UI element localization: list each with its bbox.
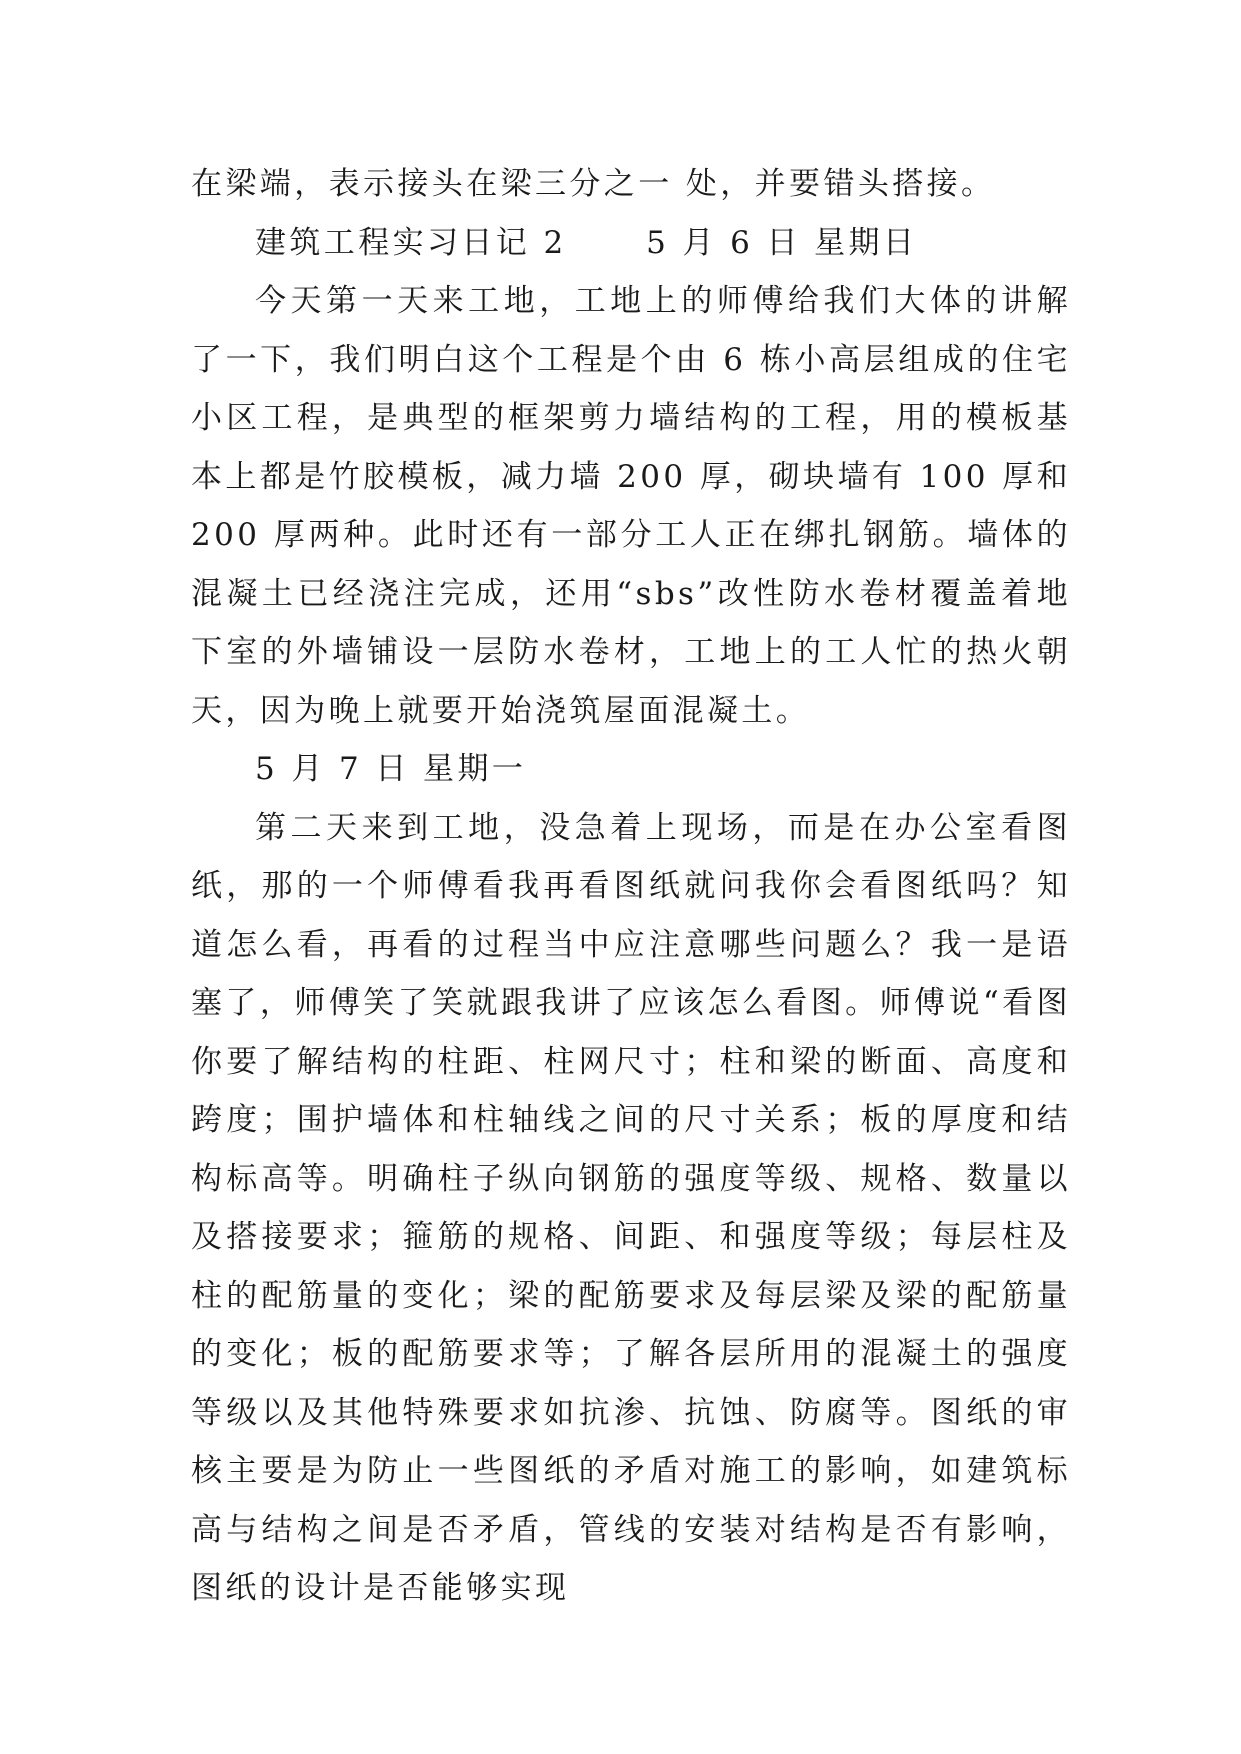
continuation-paragraph: 在梁端，表示接头在梁三分之一 处，并要错头搭接。: [191, 166, 996, 202]
diary-entry-paragraph: 今天第一天来工地，工地上的师傅给我们大体的讲解了一下，我们明白这个工程是个由 6 栋小高层组成的住宅小区工程，是典型的框架剪力墙结构的工程，用的模板基本上都是竹胶模板，减力墙 200 厚，砌块墙有 100 厚和 200 厚两种。此时还有一部分工人正在绑扎钢筋。墙体的混凝土已经浇注完成，还用“sbs”改性防水卷材覆盖着地下室的外墙铺设一层防水卷材，工地上的工人忙的热火朝天，因为晚上就要开始浇筑屋面混凝土。: [191, 283, 1071, 729]
diary-entry-heading: 建筑工程实习日记 2 5 月 6 日 星期日: [255, 224, 918, 261]
diary-entry-paragraph: 第二天来到工地，没急着上现场，而是在办公室看图纸，那的一个师傅看我再看图纸就问我你会看图纸吗？知道怎么看，再看的过程当中应注意哪些问题么？我一是语塞了，师傅笑了笑就跟我讲了应该怎么看图。师傅说“看图你要了解结构的柱距、柱网尺寸；柱和梁的断面、高度和跨度；围护墙体和柱轴线之间的尺寸关系；板的厚度和结构标高等。明确柱子纵向钢筋的强度等级、规格、数量以及搭接要求；箍筋的规格、间距、和强度等级；每层柱及柱的配筋量的变化；梁的配筋要求及每层梁及梁的配筋量的变化；板的配筋要求等；了解各层所用的混凝土的强度等级以及其他特殊要求如抗渗、抗蚀、防腐等。图纸的审核主要是为防止一些图纸的矛盾对施工的影响，如建筑标高与结构之间是否矛盾，管线的安装对结构是否有影响，图纸的设计是否能够实现: [191, 809, 1071, 1606]
diary-date-heading: 5 月 7 日 星期一: [255, 751, 527, 787]
document-body: [191, 155, 1071, 1618]
